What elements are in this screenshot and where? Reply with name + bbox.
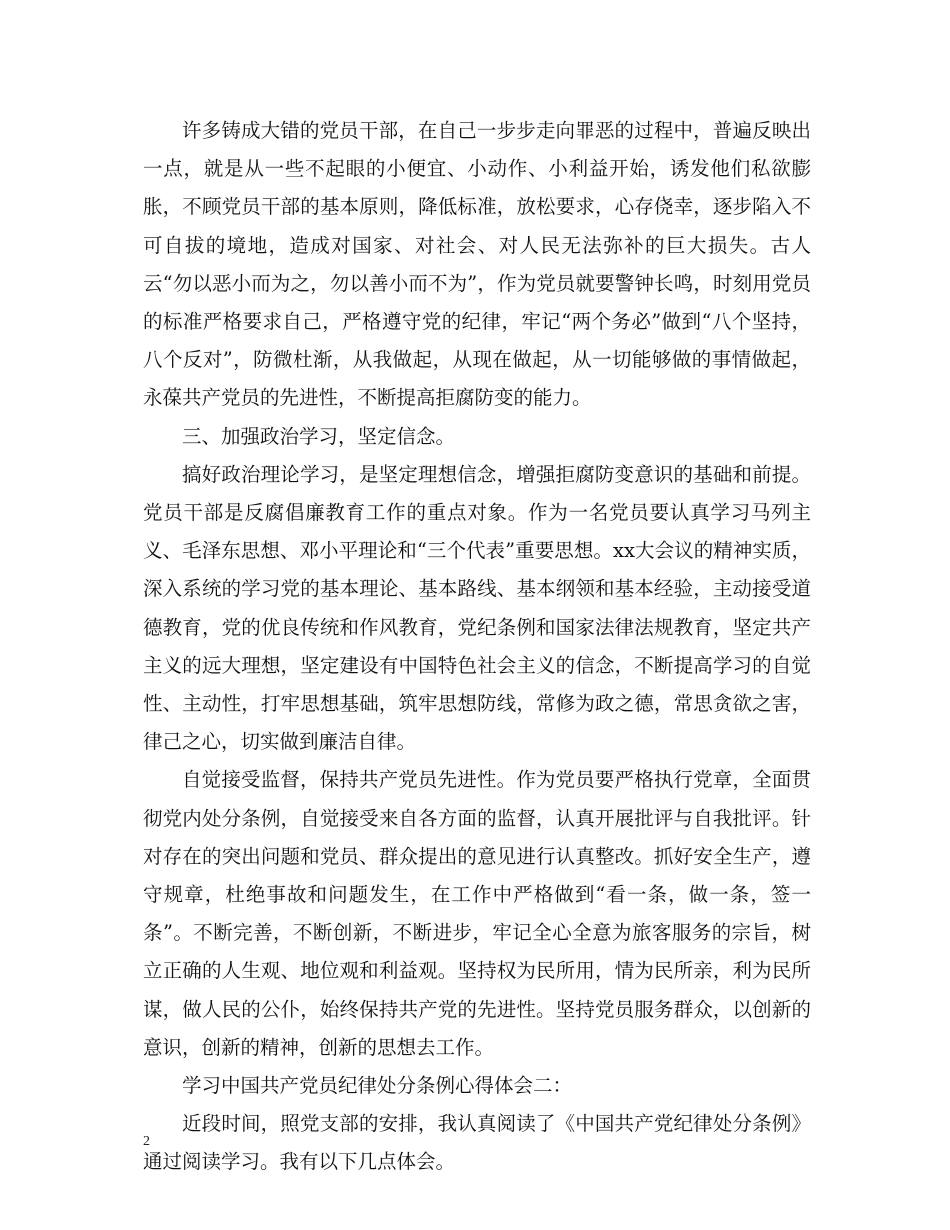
subheading-reflection-two: 学习中国共产党员纪律处分条例心得体会二： — [182, 1074, 573, 1098]
section-heading-political-study: 三、加强政治学习，坚定信念。 — [182, 424, 456, 448]
page-number: 2 — [143, 1134, 150, 1149]
document-body — [143, 112, 811, 1182]
paragraph-discipline-warning: 许多铸成大错的党员干部，在自己一步步走向罪恶的过程中，普遍反映出一点，就是从一些不起眼的小便宜、小动作、小利益开始，诱发他们私欲膨胀，不顾党员干部的基本原则，降低标准，放松要求，心存侥幸，逐步陷入不可自拔的境地，造成对国家、对社会、对人民无法弥补的巨大损失。古人云“勿以恶小而为之，勿以善小而不为”，作为党员就要警钟长鸣，时刻用党员的标准严格要求自己，严格遵守党的纪律，牢记“两个务必”做到“八个坚持，八个反对”，防微杜渐，从我做起，从现在做起，从一切能够做的事情做起，永葆共产党员的先进性，不断提高拒腐防变的能力。 — [143, 119, 811, 410]
paragraph-political-theory: 搞好政治理论学习，是坚定理想信念，增强拒腐防变意识的基础和前提。党员干部是反腐倡廉教育工作的重点对象。作为一名党员要认真学习马列主义、毛泽东思想、邓小平理论和“三个代表”重要思想。xx大会议的精神实质，深入系统的学习党的基本理论、基本路线、基本纲领和基本经验，主动接受道德教育，党的优良传统和作风教育，党纪条例和国家法律法规教育，坚定共产主义的远大理想，坚定建设有中国特色社会主义的信念，不断提高学习的自觉性、主动性，打牢思想基础，筑牢思想防线，常修为政之德，常思贪欲之害，律己之心，切实做到廉洁自律。 — [143, 462, 811, 754]
paragraph-accept-supervision: 自觉接受监督，保持共产党员先进性。作为党员要严格执行党章，全面贯彻党内处分条例，自觉接受来自各方面的监督，认真开展批评与自我批评。针对存在的突出问题和党员、群众提出的意见进行认真整改。抓好安全生产，遵守规章，杜绝事故和问题发生，在工作中严格做到“看一条，做一条，签一条”。不断完善，不断创新，不断进步，牢记全心全意为旅客服务的宗旨，树立正确的人生观、地位观和利益观。坚持权为民所用，情为民所亲，利为民所谋，做人民的公仆，始终保持共产党的先进性。坚持党员服务群众，以创新的意识，创新的精神，创新的思想去工作。 — [143, 768, 811, 1059]
paragraph-recent-reading: 近段时间，照党支部的安排，我认真阅读了《中国共产党纪律处分条例》通过阅读学习。我有以下几点体会。 — [143, 1112, 811, 1174]
